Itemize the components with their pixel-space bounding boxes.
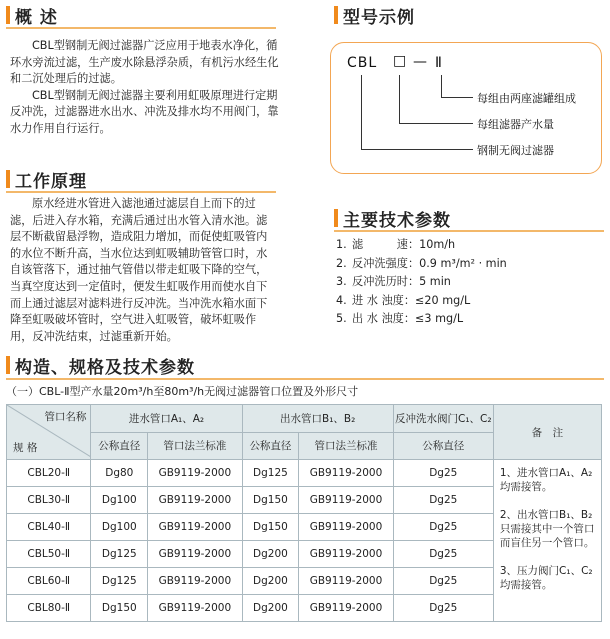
model-code-dash: — (413, 54, 428, 70)
spec-cell: CBL50-Ⅱ (7, 541, 91, 568)
heading-marker (6, 6, 10, 24)
structure-divider (6, 378, 604, 380)
note-2: 2、出水管口B₁、B₂只需接其中一个管口而盲住另一个管口。 (499, 509, 595, 549)
spec-number: 1. (336, 238, 347, 251)
overview-title: 概 述 (15, 7, 58, 28)
table-row (7, 460, 602, 487)
note-1: 1、进水管口A₁、A₂均需接管。 (499, 467, 593, 493)
inlet-flange-cell: GB9119-2000 (148, 514, 242, 541)
spec-number: 4. (336, 293, 347, 307)
outlet-dn-cell: Dg125 (242, 460, 299, 487)
heading-marker (6, 170, 10, 188)
model-heading (334, 4, 415, 26)
outlet-dn-cell: Dg150 (242, 487, 299, 514)
outlet-dn-cell: Dg150 (242, 514, 299, 541)
spec-number: 5. (336, 312, 347, 326)
model-title: 型号示例 (343, 7, 415, 28)
model-code-suffix: Ⅱ (435, 55, 443, 71)
outlet-flange-cell: GB9119-2000 (299, 568, 393, 595)
specs-title: 主要技术参数 (343, 210, 451, 231)
structure-subtitle: （一）CBL-Ⅱ型产水量20m³/h至80m³/h无阀过滤器管口位置及外形尺寸 (6, 385, 359, 398)
backwash-dn-cell: Dg25 (393, 487, 493, 514)
spec-item (336, 255, 606, 274)
overview-divider (6, 27, 276, 29)
heading-marker (334, 209, 338, 227)
inlet-flange-cell: GB9119-2000 (148, 541, 242, 568)
spec-number: 3. (336, 275, 347, 289)
model-code-prefix: CBL (347, 55, 378, 71)
model-label-3: 钢制无阀过滤器 (477, 144, 554, 157)
heading-marker (6, 356, 10, 374)
spec-text: 滤 速：10m/h (352, 238, 456, 251)
model-diagram (330, 42, 602, 174)
outlet-flange-cell: GB9119-2000 (299, 595, 393, 622)
spec-cell: CBL40-Ⅱ (7, 514, 91, 541)
model-code-box: □ (393, 53, 408, 69)
inlet-dn-cell: Dg100 (91, 514, 148, 541)
inlet-flange-cell: GB9119-2000 (148, 460, 242, 487)
principle-title: 工作原理 (15, 171, 87, 192)
spec-item (336, 292, 606, 311)
inlet-dn-cell: Dg100 (91, 487, 148, 514)
specs-list (336, 236, 606, 329)
outlet-flange-cell: GB9119-2000 (299, 514, 393, 541)
inlet-dn-header: 公称直径 (91, 432, 148, 460)
model-label-2: 每组滤器产水量 (477, 118, 554, 131)
backwash-dn-header: 公称直径 (393, 432, 493, 460)
leader-line (399, 123, 473, 124)
inlet-flange-cell: GB9119-2000 (148, 487, 242, 514)
spec-text: 出 水 浊度：≤3 mg/L (352, 312, 464, 326)
outlet-flange-header: 管口法兰标准 (299, 432, 393, 460)
specs-divider (334, 230, 604, 232)
outlet-dn-cell: Dg200 (242, 568, 299, 595)
backwash-dn-cell: Dg25 (393, 541, 493, 568)
table-corner-cell (7, 405, 91, 460)
backwash-dn-cell: Dg25 (393, 514, 493, 541)
inlet-flange-cell: GB9119-2000 (148, 595, 242, 622)
inlet-dn-cell: Dg80 (91, 460, 148, 487)
leader-line (441, 75, 442, 97)
backwash-dn-cell: Dg25 (393, 568, 493, 595)
structure-heading (6, 354, 195, 376)
outlet-dn-cell: Dg200 (242, 541, 299, 568)
overview-heading (6, 4, 58, 26)
inlet-group-header: 进水管口A₁、A₂ (91, 405, 242, 433)
structure-title: 构造、规格及技术参数 (15, 357, 195, 378)
spec-item (336, 273, 606, 292)
heading-marker (334, 6, 338, 24)
notes-cell (493, 460, 601, 622)
overview-paragraph-2: CBL型钢制无阀过滤器主要利用虹吸原理进行定期反冲洗，过滤器进水出水、冲洗及排水均不用阀门，靠水力作用自行运行。 (10, 88, 279, 135)
spec-table (6, 404, 602, 622)
leader-line (441, 97, 473, 98)
corner-bottom-label: 规 格 (13, 442, 38, 454)
outlet-flange-cell: GB9119-2000 (299, 460, 393, 487)
leader-line (399, 75, 400, 123)
spec-text: 进 水 浊度：≤20 mg/L (352, 293, 471, 307)
backwash-dn-cell: Dg25 (393, 595, 493, 622)
principle-divider (6, 191, 276, 193)
leader-line (361, 75, 362, 149)
spec-cell: CBL80-Ⅱ (7, 595, 91, 622)
inlet-flange-cell: GB9119-2000 (148, 568, 242, 595)
notes-header: 备 注 (493, 405, 601, 460)
overview-paragraph-1: CBL型钢制无阀过滤器广泛应用于地表水净化，循环水旁流过滤，生产废水除悬浮杂质，有机污水经生化和二沉处理后的过滤。 (10, 39, 279, 86)
spec-cell: CBL60-Ⅱ (7, 568, 91, 595)
principle-heading (6, 168, 87, 190)
spec-cell: CBL30-Ⅱ (7, 487, 91, 514)
backwash-dn-cell: Dg25 (393, 460, 493, 487)
inlet-dn-cell: Dg150 (91, 595, 148, 622)
spec-item (336, 310, 606, 329)
note-3: 3、压力阀门C₁、C₂均需接管。 (499, 565, 593, 591)
spec-number: 2. (336, 256, 347, 270)
inlet-dn-cell: Dg125 (91, 541, 148, 568)
principle-text: 原水经进水管进入滤池通过滤层自上而下的过滤，后进入存水箱，充满后通过出水管入清水池。滤层不断截留悬浮物，造成阻力增加，而促使虹吸管内的水位不断升高，当水位达到虹吸辅助管管口时，水自该管落下，通过抽气管借以带走虹吸下降的空气，当真空度达到一定值时，便发生虹吸作用而使水自下而上通过滤层对滤料进行反冲洗。当冲洗水箱水面下降至虹吸破坏管时，空气进入虹吸管，破坏虹吸作用，反冲洗结束，过滤重新开始。 (10, 197, 268, 343)
outlet-dn-cell: Dg200 (242, 595, 299, 622)
specs-heading (334, 207, 451, 229)
overview-text (10, 38, 280, 138)
outlet-flange-cell: GB9119-2000 (299, 541, 393, 568)
spec-text: 反冲洗强度：0.9 m³/m² · min (352, 256, 507, 270)
spec-cell: CBL20-Ⅱ (7, 460, 91, 487)
corner-top-label: 管口名称 (44, 411, 87, 423)
backwash-group-header: 反冲洗水阀门C₁、C₂ (393, 405, 493, 433)
spec-item (336, 236, 606, 255)
spec-text: 反冲洗历时：5 min (352, 275, 451, 289)
leader-line (361, 149, 473, 150)
inlet-flange-header: 管口法兰标准 (148, 432, 242, 460)
model-label-1: 每组由两座滤罐组成 (477, 92, 576, 105)
inlet-dn-cell: Dg125 (91, 568, 148, 595)
outlet-dn-header: 公称直径 (242, 432, 299, 460)
outlet-flange-cell: GB9119-2000 (299, 487, 393, 514)
outlet-group-header: 出水管口B₁、B₂ (242, 405, 393, 433)
